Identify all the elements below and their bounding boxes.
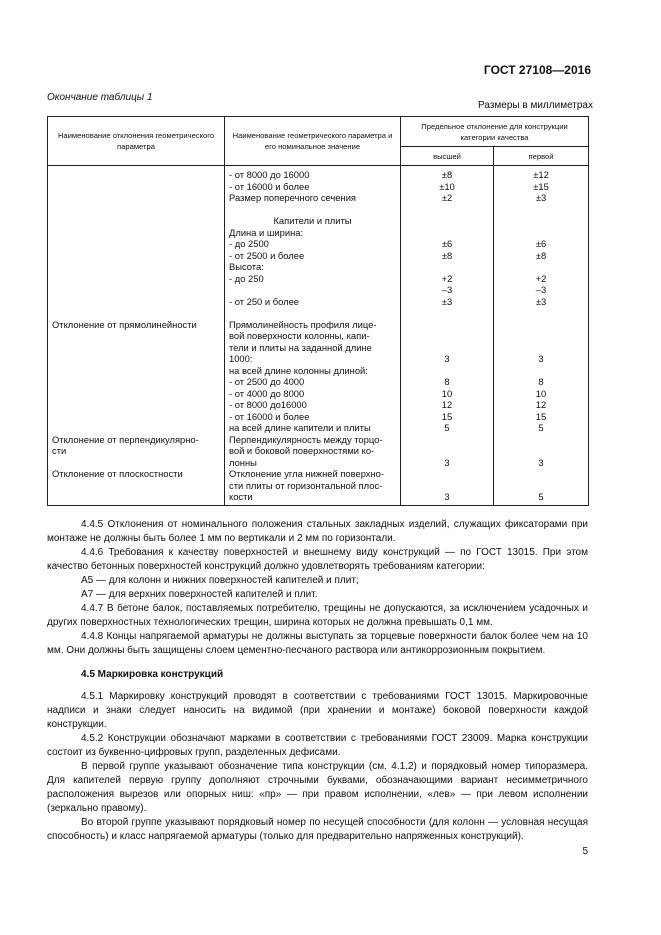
paragraph-group-2: Во второй группе указывают порядковый номер по несущей способности (для колонн — условная несущая способность) и класс напрягаемой арматуры (только для предварительно напряженных конструкций). <box>47 817 588 842</box>
highest-value-cell-line: –3 <box>441 284 453 295</box>
highest-value-cell-line <box>405 445 489 457</box>
deviation-table <box>47 116 589 506</box>
first-value-cell-line <box>498 434 584 446</box>
highest-value-cell-line: ±3 <box>441 295 453 307</box>
first-value-cell-line: –3 <box>535 284 547 295</box>
first-value-cell <box>494 468 589 505</box>
first-value-cell-line: ±3 <box>535 295 547 307</box>
parameter-cell-line <box>229 204 396 216</box>
parameter-cell-line <box>229 284 396 296</box>
parameter-cell-line: лонны <box>229 456 257 468</box>
first-value-cell-line <box>498 330 584 342</box>
parameter-cell-line: - от 250 и более <box>229 295 299 307</box>
parameter-cell-line: Длина и ширина: <box>229 226 304 238</box>
parameter-cell-line: Прямолинейность профиля лице- <box>229 318 377 330</box>
highest-value-cell <box>401 468 494 505</box>
first-value-cell-line: ±12 <box>533 169 549 180</box>
parameter-cell-line: - от 2500 и более <box>229 249 305 261</box>
highest-value-cell-line: 10 <box>441 387 453 399</box>
highest-value-cell <box>401 166 494 216</box>
table-body <box>48 166 589 506</box>
paragraph-group-1: В первой группе указывают обозначение типа конструкции (см. 4.1.2) и порядковый номер типоразмера. Для капителей первую группу дополняют строчными буквами, обозначающими вариант несимметричного расположения вырезов или опорных ниш: «пр» — при правом исполнении, «лев» — при левом исполнении (зеркально правому). <box>47 761 588 814</box>
highest-value-cell-line <box>405 365 489 377</box>
parameter-cell-line: 1000: <box>229 353 253 364</box>
parameter-cell <box>225 434 401 469</box>
units-note: Размеры в миллиметрах <box>478 100 593 111</box>
highest-value-cell-line: 12 <box>441 399 453 410</box>
table-row <box>48 468 589 505</box>
parameter-cell-line: - до 2500 <box>229 238 269 249</box>
deviation-name-cell-line: Отклонение от прямолинейности <box>52 318 197 330</box>
first-value-cell-line <box>498 445 584 457</box>
highest-value-cell-line: 8 <box>444 376 450 387</box>
deviation-name-cell <box>48 468 225 505</box>
first-value-cell <box>494 319 589 434</box>
highest-value-cell-line <box>405 468 489 480</box>
highest-value-cell <box>401 215 494 319</box>
first-value-cell-line: 3 <box>538 353 544 364</box>
parameter-cell-line: - от 8000 до 16000 <box>229 169 310 180</box>
highest-value-cell-line <box>405 215 489 227</box>
parameter-cell-line: - от 16000 и более <box>229 180 310 192</box>
deviation-name-cell <box>48 434 225 469</box>
first-value-cell-line: 5 <box>538 491 544 502</box>
first-value-cell-line <box>498 227 584 239</box>
first-value-cell-line: 10 <box>535 387 547 399</box>
deviation-name-cell-line: Отклонение от перпендикулярно- <box>52 433 199 445</box>
highest-value-cell-line <box>405 434 489 446</box>
first-value-cell-line <box>498 342 584 354</box>
table-row <box>48 434 589 469</box>
paragraph-4-4-5: 4.4.5 Отклонения от номинального положения стальных закладных изделий, служащих фиксаторами при монтаже не должны быть более 1 мм по вертикали и 2 мм по горизонтали. <box>47 519 588 544</box>
paragraph-4-5-1: 4.5.1 Маркировку конструкций проводят в соответствии с требованиями ГОСТ 13015. Маркировочные надписи и знаки следует наносить на видимой (при хранении и монтаже) боковой поверхности каждой конструкции. <box>47 691 588 730</box>
parameter-cell <box>225 166 401 216</box>
first-value-cell-line <box>498 468 584 480</box>
highest-value-cell-line: ±8 <box>441 249 453 261</box>
col-header-limit: Предельное отклонение для конструкции категории качества <box>401 117 589 147</box>
parameter-cell-line: вой и боковой поверхностями ко- <box>229 445 375 456</box>
highest-value-cell-line: ±2 <box>441 192 453 203</box>
parameter-cell-line <box>229 307 396 319</box>
category-a5: А5 — для колонн и нижних поверхностей капителей и плит; <box>81 575 359 586</box>
parameter-cell-line: - от 2500 до 4000 <box>229 376 305 387</box>
deviation-name-cell-line: сти <box>52 445 67 456</box>
highest-value-cell-line: ±8 <box>441 169 453 180</box>
parameter-cell-line: Перпендикулярность между торцо- <box>229 433 383 445</box>
parameter-cell-line: вой поверхности колонны, капи- <box>229 330 370 341</box>
parameter-cell-line: на всей длине капители и плиты <box>229 422 371 433</box>
deviation-name-cell <box>48 215 225 319</box>
highest-value-cell-line <box>405 319 489 331</box>
deviation-name-cell <box>48 166 225 216</box>
parameter-cell-line: Размер поперечного сечения <box>229 192 357 203</box>
first-value-cell-line: +2 <box>535 272 547 284</box>
page-number: 5 <box>582 846 588 857</box>
first-value-cell-line: 5 <box>538 422 544 433</box>
first-value-cell-line <box>498 204 584 216</box>
parameter-cell-line: Высота: <box>229 261 264 272</box>
deviation-name-cell-line: Отклонение от плоскостности <box>52 468 183 479</box>
highest-value-cell <box>401 319 494 434</box>
col-header-highest: высшей <box>401 147 494 166</box>
first-value-cell-line: ±3 <box>535 192 547 203</box>
parameter-cell-line: - от 4000 до 8000 <box>229 387 305 399</box>
section-heading-4-5: 4.5 Маркировка конструкций <box>81 669 224 680</box>
highest-value-cell-line: 15 <box>441 410 453 422</box>
first-value-cell <box>494 434 589 469</box>
parameter-cell-line: тели и плиты на заданной длине <box>229 341 372 353</box>
highest-value-cell-line <box>405 480 489 492</box>
parameter-cell-line: на всей длине колонны длиной: <box>229 364 368 376</box>
first-value-cell-line: ±8 <box>535 249 547 261</box>
table-row <box>48 166 589 216</box>
highest-value-cell-line: ±10 <box>439 180 455 192</box>
paragraph-4-4-6: 4.4.6 Требования к качеству поверхностей и внешнему виду конструкций — по ГОСТ 13015. При этом качество бетонных поверхностей конструкций должно удовлетворять требованиям категории: <box>47 547 588 572</box>
highest-value-cell-line <box>405 227 489 239</box>
col-header-deviation: Наименование отклонения геометрического параметра <box>48 117 225 166</box>
first-value-cell <box>494 215 589 319</box>
first-value-cell-line <box>498 319 584 331</box>
highest-value-cell <box>401 434 494 469</box>
table-row <box>48 215 589 319</box>
parameter-cell <box>225 468 401 505</box>
page-header: ГОСТ 27108—2016 <box>483 63 591 77</box>
deviation-name-cell-line <box>52 169 220 181</box>
paragraph-4-5-2: 4.5.2 Конструкции обозначают марками в соответствии с требованиями ГОСТ 23009. Марка конструкции состоит из буквенно-цифровых групп, разделенных дефисами. <box>47 733 588 758</box>
parameter-cell <box>225 319 401 434</box>
table-caption: Окончание таблицы 1 <box>47 92 153 103</box>
first-value-cell-line: 3 <box>538 456 544 468</box>
first-value-cell-line <box>498 307 584 319</box>
parameter-cell-line: кости <box>229 491 253 502</box>
col-header-parameter: Наименование геометрического параметра и его номинальное значение <box>225 117 401 166</box>
highest-value-cell-line <box>405 204 489 216</box>
highest-value-cell-line <box>405 261 489 273</box>
paragraph-4-4-8: 4.4.8 Концы напрягаемой арматуры не должны выступать за торцевые поверхности балок более чем на 10 мм. Они должны быть защищены слоем цементно-песчаного раствора или антикоррозионным покрытием. <box>47 631 588 656</box>
category-a7: А7 — для верхних поверхностей капителей и плит. <box>81 589 318 600</box>
first-value-cell-line <box>498 215 584 227</box>
highest-value-cell-line: 3 <box>444 353 450 364</box>
parameter-cell <box>225 215 401 319</box>
col-header-first: первой <box>494 147 589 166</box>
first-value-cell-line <box>498 480 584 492</box>
highest-value-cell-line: 5 <box>444 422 450 433</box>
highest-value-cell-line: 3 <box>444 491 450 502</box>
paragraph-4-4-7: 4.4.7 В бетоне балок, поставляемых потребителю, трещины не допускаются, за исключением усадочных и других поверхностных технологических трещин, ширина которых не должна превышать 0,1 мм. <box>47 603 588 628</box>
first-value-cell-line: ±15 <box>533 180 549 192</box>
deviation-name-cell <box>48 319 225 434</box>
first-value-cell-line: 15 <box>535 410 547 422</box>
highest-value-cell-line: +2 <box>441 272 453 284</box>
parameter-cell-line: - от 8000 до16000 <box>229 399 307 410</box>
highest-value-cell-line: ±6 <box>441 238 453 249</box>
table-row <box>48 319 589 434</box>
highest-value-cell-line: 3 <box>444 456 450 468</box>
body-text <box>47 518 588 844</box>
parameter-cell-line: - до 250 <box>229 272 264 284</box>
first-value-cell-line <box>498 365 584 377</box>
first-value-cell-line: 8 <box>538 376 544 387</box>
first-value-cell <box>494 166 589 216</box>
highest-value-cell-line <box>405 307 489 319</box>
highest-value-cell-line <box>405 342 489 354</box>
highest-value-cell-line <box>405 330 489 342</box>
parameter-cell-line: - от 16000 и более <box>229 410 310 422</box>
first-value-cell-line <box>498 261 584 273</box>
parameter-cell-line: Отклонение угла нижней поверхно- <box>229 468 385 479</box>
deviation-name-cell-line <box>52 215 220 227</box>
first-value-cell-line: ±6 <box>535 238 547 249</box>
first-value-cell-line: 12 <box>535 399 547 410</box>
parameter-cell-line: Капители и плиты <box>273 215 352 226</box>
parameter-cell-line: сти плиты от горизонтальной плос- <box>229 479 383 491</box>
